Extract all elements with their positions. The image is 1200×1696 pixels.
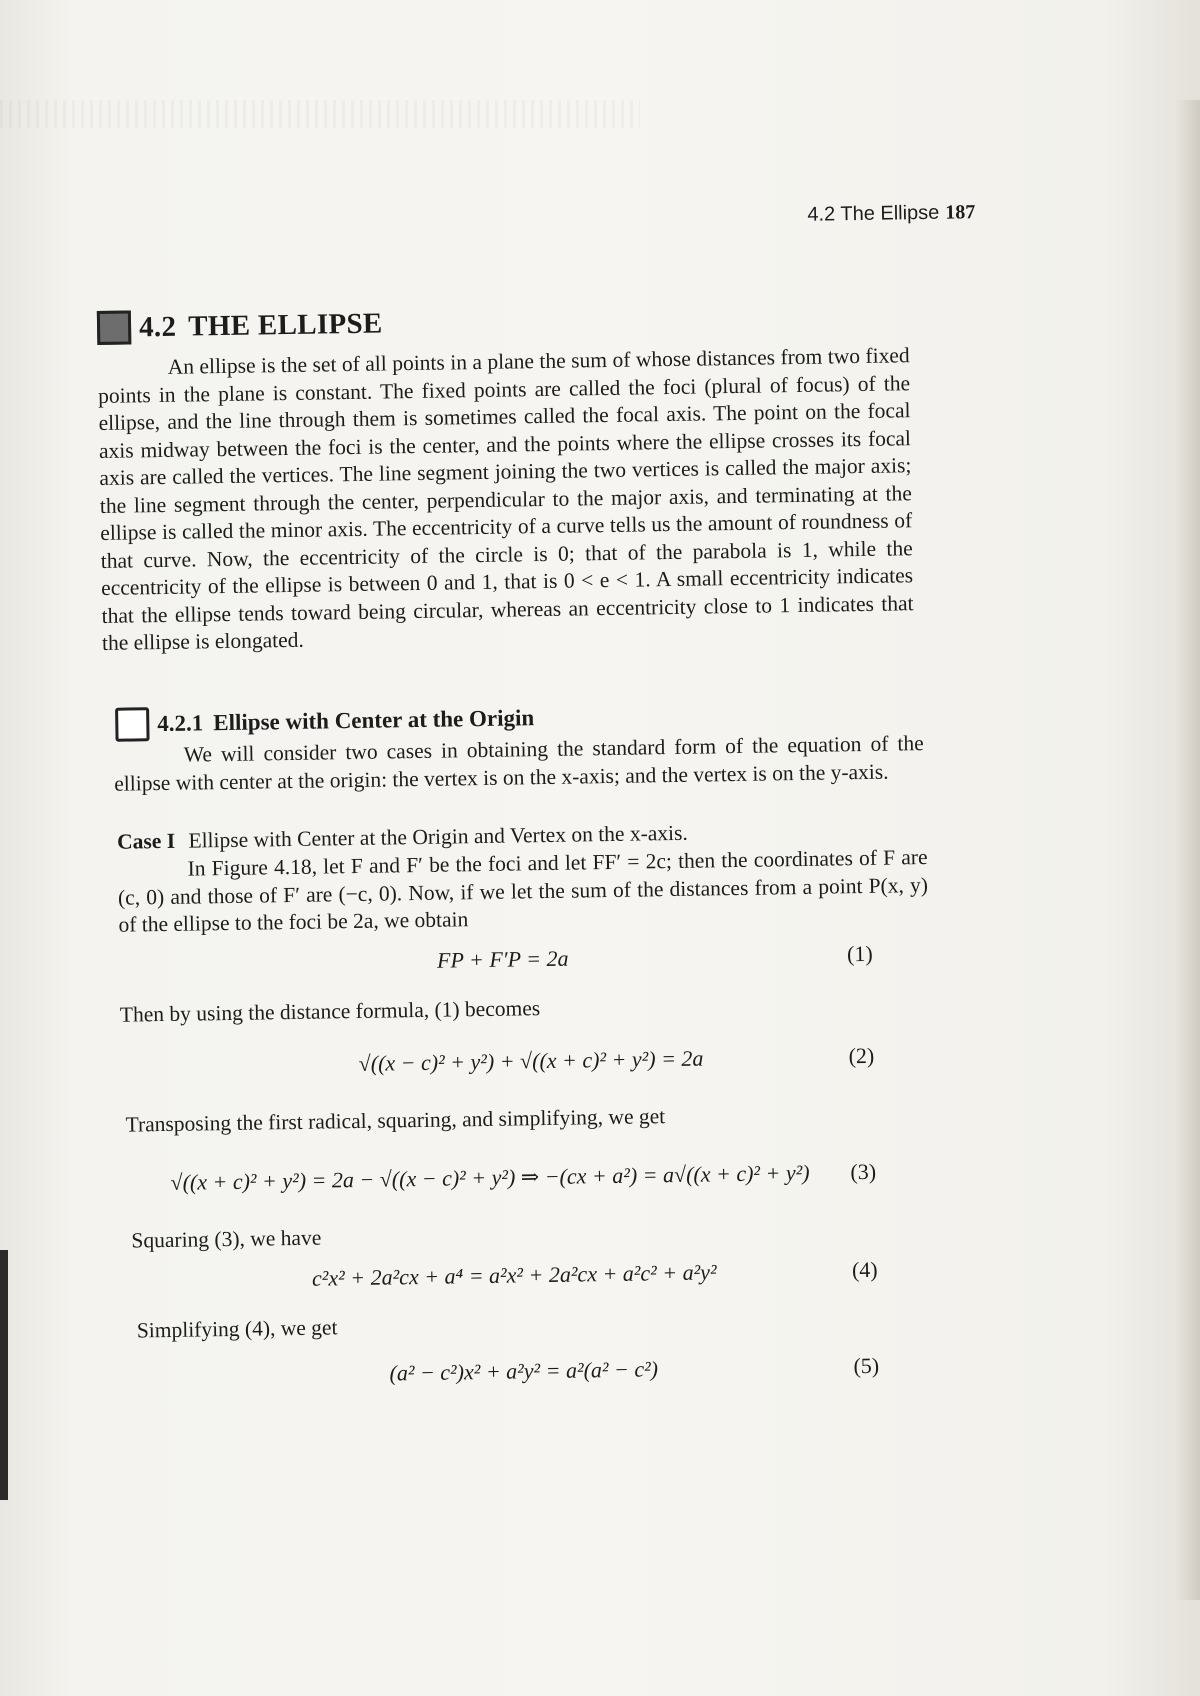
subsection-paragraph: We will consider two cases in obtaining the standard form of the equation of the ellipse with center at the origin: the vertex is on the x-axis; and the vertex is on the y-axis. xyxy=(114,731,924,796)
section-marker-icon xyxy=(97,310,132,345)
equation-5: (a² − c²)x² + a²y² = a²(a² − c²) xyxy=(389,1356,659,1386)
equation-3: √((x + c)² + y²) = 2a − √((x − c)² + y²) ⇒ −(cx + a²) = a√((x + c)² + y²) xyxy=(170,1159,810,1195)
running-head xyxy=(807,201,975,227)
subsection-number: 4.2.1 xyxy=(157,710,204,737)
connector-text-1: Then by using the distance formula, (1) becomes xyxy=(119,996,541,1027)
equation-number-5: (5) xyxy=(853,1352,880,1379)
subsection-title: Ellipse with Center at the Origin xyxy=(213,705,535,736)
case-title: Ellipse with Center at the Origin and Vertex on the x-axis. xyxy=(188,820,688,853)
intro-paragraph: An ellipse is the set of all points in a plane the sum of whose distances from two fixed points in the plane is constant. The fixed points are called the foci (plural of focus) of the ellipse, and the line through them is sometimes called the focal axis. The point on the focal axis midway between the foci is the center, and the points where the ellipse crosses its focal axis are called the vertices. The line segment joining the two vertices is called the major axis; the line segment through the center, perpendicular to the major axis, and terminating at the ellipse is called the minor axis. The eccentricity of a curve tells us the amount of roundness of that curve. Now, the eccentricity of the circle is 0; that of the parabola is 1, while the eccentricity of the ellipse is between 0 and 1, that is 0 < e < 1. A small eccentricity indicates that the ellipse tends toward being circular, whereas an eccentricity close to 1 indicates that the ellipse is elongated. xyxy=(97,343,914,655)
page-edge-shadow xyxy=(1176,100,1200,1600)
connector-text-2: Transposing the first radical, squaring, and simplifying, we get xyxy=(125,1104,666,1137)
subsection-heading xyxy=(115,701,534,742)
equation-1: FP + F′P = 2a xyxy=(436,945,569,973)
section-heading xyxy=(97,307,383,345)
page-content xyxy=(95,181,980,1386)
connector-text-4: Simplifying (4), we get xyxy=(136,1315,338,1343)
case-label: Case I xyxy=(116,828,176,854)
section-number: 4.2 xyxy=(138,310,177,343)
equation-number-4: (4) xyxy=(851,1256,878,1283)
bleed-through-strip xyxy=(0,100,640,128)
equation-number-3: (3) xyxy=(850,1158,877,1185)
subsection-marker-icon xyxy=(115,707,150,742)
equation-number-1: (1) xyxy=(846,940,873,967)
running-head-title: 4.2 The Ellipse xyxy=(807,201,940,226)
page-number: 187 xyxy=(945,201,976,224)
case-paragraph: In Figure 4.18, let F and F′ be the foci and let FF′ = 2c; then the coordinates of F are (c, 0) and those of F′ are (−c, 0). Now, if we let the sum of the distances from a point P(x, y) of the ellipse to the foci be 2a, we obtain xyxy=(117,845,929,937)
connector-text-3: Squaring (3), we have xyxy=(131,1225,322,1253)
equation-4: c²x² + 2a²cx + a⁴ = a²x² + 2a²cx + a²c² + a²y² xyxy=(311,1259,717,1291)
page-binding-edge xyxy=(0,1250,8,1500)
section-title: THE ELLIPSE xyxy=(187,307,383,343)
equation-2: √((x − c)² + y²) + √((x + c)² + y²) = 2a xyxy=(358,1045,704,1076)
equation-number-2: (2) xyxy=(848,1042,875,1069)
